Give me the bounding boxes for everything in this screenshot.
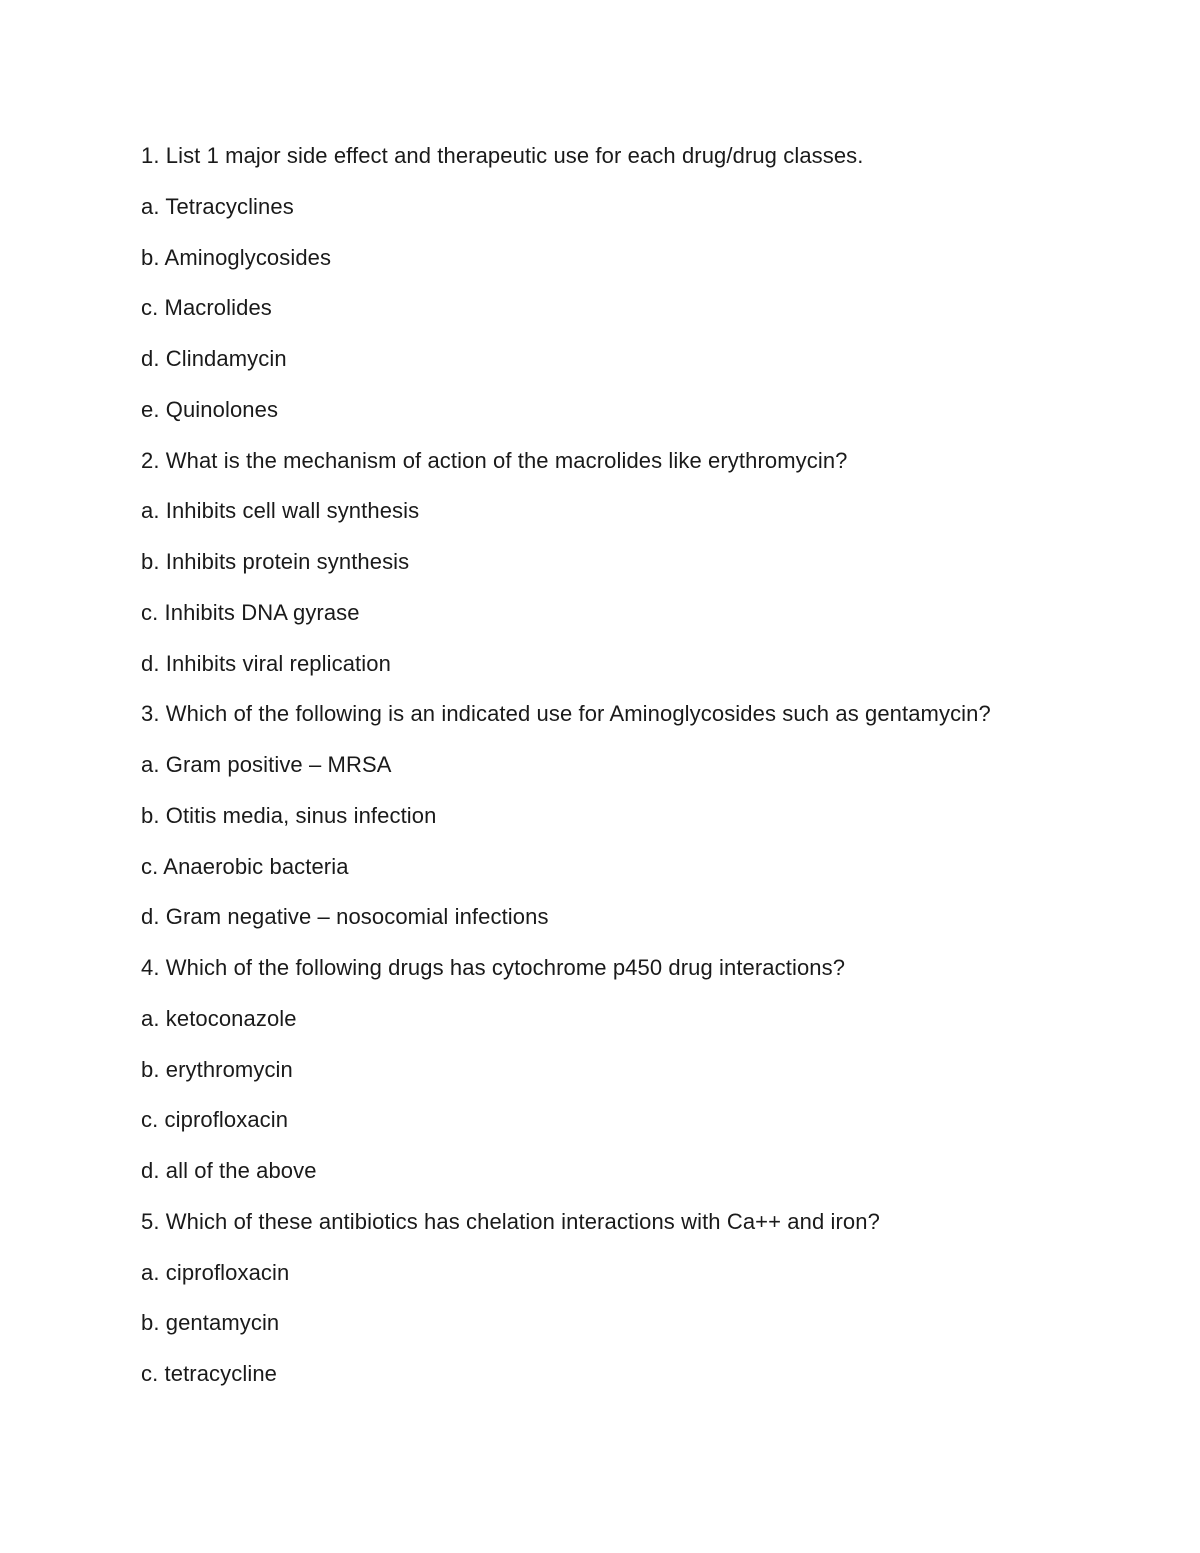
q1-option-c: c. Macrolides xyxy=(141,295,272,321)
q5-option-b: b. gentamycin xyxy=(141,1310,280,1336)
document-body xyxy=(141,141,1121,1410)
q4-option-c: c. ciprofloxacin xyxy=(141,1107,289,1133)
q3-option-c: c. Anaerobic bacteria xyxy=(141,853,349,879)
q5-option-c: c. tetracycline xyxy=(141,1361,277,1386)
question-3: 3. Which of the following is an indicated use for Aminoglycosides such as gentamycin? xyxy=(141,701,991,727)
q4-option-b: b. erythromycin xyxy=(141,1056,293,1082)
q4-option-d: d. all of the above xyxy=(141,1158,317,1183)
question-1: 1. List 1 major side effect and therapeutic use for each drug/drug classes. xyxy=(141,143,864,168)
question-4: 4. Which of the following drugs has cytochrome p450 drug interactions? xyxy=(141,955,846,980)
question-5: 5. Which of these antibiotics has chelation interactions with Ca++ and iron? xyxy=(141,1208,880,1234)
q1-option-a: a. Tetracyclines xyxy=(141,193,294,219)
q3-option-b: b. Otitis media, sinus infection xyxy=(141,802,437,828)
q2-option-d: d. Inhibits viral replication xyxy=(141,650,391,676)
q2-option-a: a. Inhibits cell wall synthesis xyxy=(141,498,420,524)
q1-option-b: b. Aminoglycosides xyxy=(141,244,332,270)
q5-option-a: a. ciprofloxacin xyxy=(141,1259,290,1285)
q2-option-c: c. Inhibits DNA gyrase xyxy=(141,599,360,625)
question-2: 2. What is the mechanism of action of the macrolides like erythromycin? xyxy=(141,447,848,473)
q3-option-a: a. Gram positive – MRSA xyxy=(141,752,392,777)
q1-option-e: e. Quinolones xyxy=(141,396,279,422)
q2-option-b: b. Inhibits protein synthesis xyxy=(141,549,410,574)
q4-option-a: a. ketoconazole xyxy=(141,1005,297,1031)
q3-option-d: d. Gram negative – nosocomial infections xyxy=(141,904,549,930)
q1-option-d: d. Clindamycin xyxy=(141,346,287,371)
